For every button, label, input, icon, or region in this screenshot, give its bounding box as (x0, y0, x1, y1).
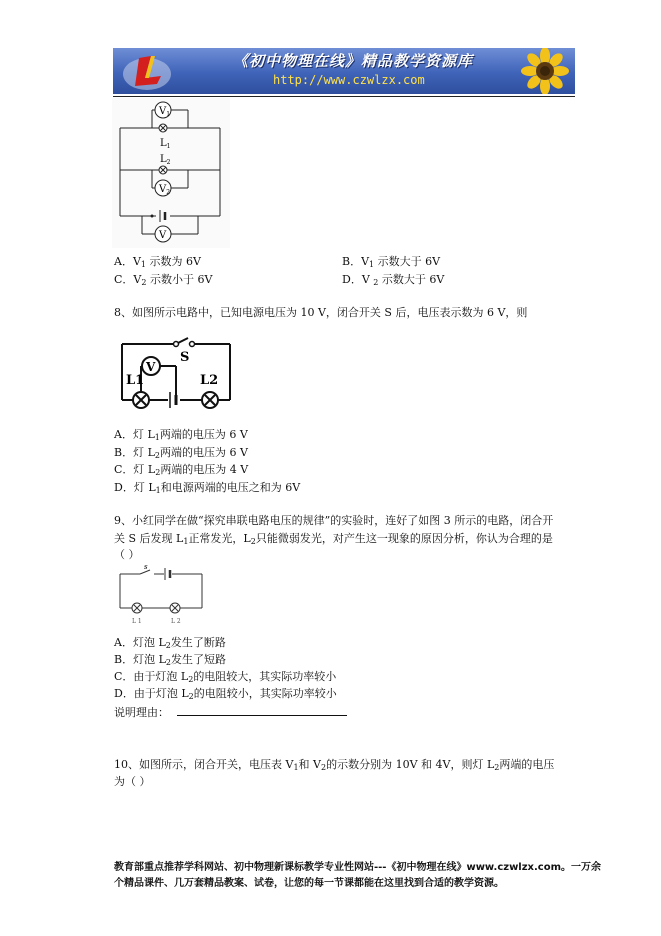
sunflower-icon (505, 48, 575, 94)
q7-lamp-l2-icon (159, 166, 167, 174)
q7-option-c: C．$V_2$ 示数小于 6V (114, 273, 213, 287)
q10-stem-line1: 10、如图所示，闭合开关，电压表 $V_1$和 $V_2$的示数分别为 10V 和 4V，则灯 $L_2$两端的电压 (114, 758, 555, 772)
q9-stem-line2: 关 S 后发现 $L_1$正常发光，$L_2$只能微弱发光，对产生这一现象的原因分析，你认为合理的是 (114, 532, 553, 546)
q8-label-l1: L1 (126, 373, 145, 388)
q8-option-c: C．灯 $L_2$两端的电压为 4 V (114, 463, 249, 477)
site-title: 《初中物理在线》精品教学资源库 (233, 52, 474, 70)
q9-lamp-l1-icon (132, 603, 142, 613)
header-rule (113, 96, 575, 97)
q9-reason-blank[interactable] (177, 704, 347, 716)
q8-circuit-diagram (116, 336, 236, 416)
q8-option-b: B．灯 $L_2$两端的电压为 6 V (114, 446, 248, 460)
header-banner (113, 48, 575, 94)
q9-option-d: D．由于灯泡 $L_2$的电阻较小，其实际功率较小 (114, 687, 337, 701)
q8-label-l2: L2 (200, 373, 219, 388)
q7-circuit-diagram (112, 98, 230, 248)
q9-stem-line1: 9、小红同学在做“探究串联电路电压的规律”的实验时，连好了如图 3 所示的电路，闭合开 (114, 514, 554, 527)
site-logo-icon (117, 48, 177, 94)
q7-label-v1: $V_1$ (159, 106, 171, 118)
q7-lamp-l1-icon (159, 124, 167, 132)
q9-option-a: A．灯泡 $L_2$发生了断路 (114, 636, 226, 650)
q8-lamp-l2-icon (202, 392, 218, 408)
q8-option-a: A．灯 $L_1$两端的电压为 6 V (114, 428, 248, 442)
q7-label-l2: $L_2$ (160, 154, 171, 166)
q7-option-a: A．$V_1$ 示数为 6V (114, 255, 201, 269)
q9-stem-line3: （ ） (114, 548, 140, 561)
q8-lamp-l1-icon (133, 392, 149, 408)
q9-label-l1: L 1 (132, 618, 142, 625)
q7-option-d: D．V $_2$ 示数大于 6V (342, 273, 445, 287)
q7-label-v: V (159, 230, 167, 241)
q8-label-v: V (146, 360, 156, 374)
q9-circuit-diagram (116, 564, 206, 626)
q10-stem-line2: 为（ ） (114, 775, 151, 788)
q7-label-l1: $L_1$ (160, 138, 171, 150)
q9-label-s: s (144, 564, 148, 571)
q8-label-s: S (180, 350, 190, 365)
q9-option-b: B．灯泡 $L_2$发生了短路 (114, 653, 226, 667)
q9-option-c: C．由于灯泡 $L_2$的电阻较大，其实际功率较小 (114, 670, 337, 684)
q9-reason: 说明理由： (114, 704, 347, 720)
footer-line2: 个精品课件、几万套精品教案、试卷，让您的每一节课都能在这里找到合适的教学资源。 (114, 878, 504, 889)
q9-lamp-l2-icon (170, 603, 180, 613)
q8-stem: 8、如图所示电路中，已知电源电压为 10 V，闭合开关 S 后，电压表示数为 6 V，则 (114, 306, 528, 319)
q8-option-d: D．灯 $L_1$和电源两端的电压之和为 6V (114, 481, 301, 495)
q9-label-l2: L 2 (171, 618, 181, 625)
q7-label-v2: $V_2$ (159, 184, 171, 196)
site-url[interactable]: http://www.czwlzx.com (273, 73, 425, 87)
footer-line1: 教育部重点推荐学科网站、初中物理新课标教学专业性网站---《初中物理在线》www.czwlzx.com。一万余 (114, 862, 602, 873)
q7-option-b: B．$V_1$ 示数大于 6V (342, 255, 441, 269)
